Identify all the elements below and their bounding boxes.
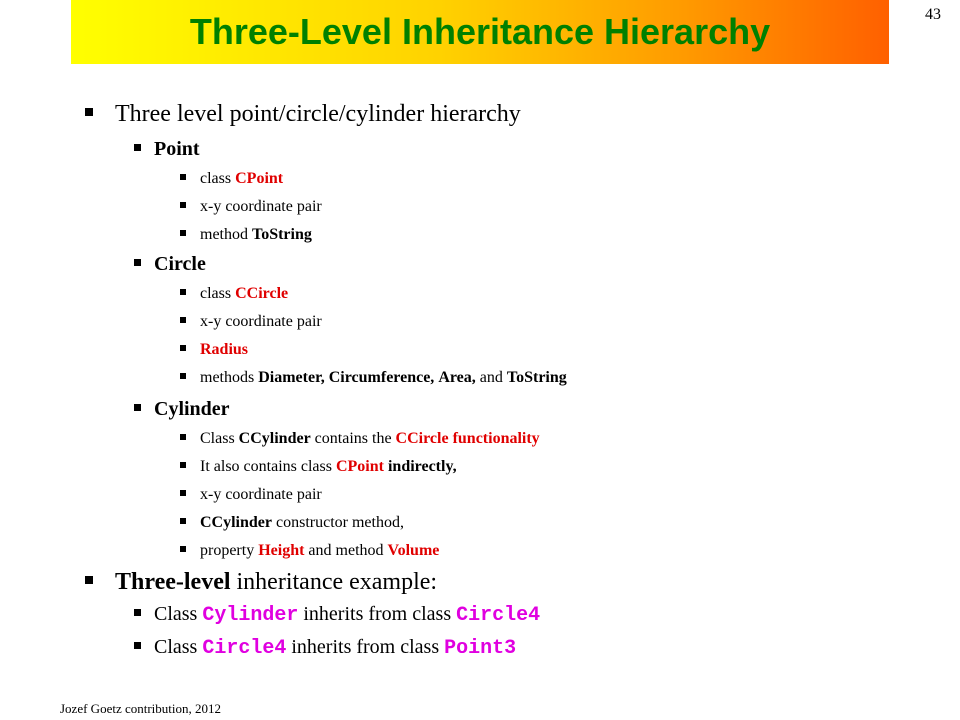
bullet-text: inherits from class [303, 603, 452, 625]
class-name: CCylinder [200, 514, 272, 531]
method-name: Diameter, [258, 369, 325, 386]
bullet-icon [134, 144, 141, 151]
bullet-text: methods [200, 369, 255, 386]
bullet-icon [180, 434, 186, 440]
bullet-text: Point [154, 138, 200, 160]
bullet-cylinder-class [180, 430, 540, 448]
method-name: Volume [387, 542, 440, 559]
bullet-icon [134, 609, 141, 616]
bullet-icon [180, 345, 186, 351]
bullet-icon [134, 404, 141, 411]
bullet-icon [134, 642, 141, 649]
bullet-text: Class [154, 603, 198, 625]
bullet-cylinder-xy [180, 486, 322, 504]
class-name: CCircle functionality [395, 430, 540, 447]
bullet-icon [180, 490, 186, 496]
bullet-circle-methods [180, 369, 567, 387]
bullet-example-circle [134, 636, 516, 660]
bullet-cylinder-indirect [180, 458, 457, 476]
class-name: Circle4 [202, 637, 287, 660]
bullet-circle-xy [180, 313, 322, 331]
bullet-cylinder-ctor [180, 514, 404, 532]
class-name: CCircle [235, 285, 289, 302]
class-name: Circle4 [456, 604, 541, 627]
bullet-icon [180, 462, 186, 468]
class-name: CCylinder [238, 430, 311, 447]
bullet-text: Radius [200, 341, 249, 358]
method-name: ToString [506, 369, 567, 386]
bullet-point-class [180, 170, 283, 188]
bullet-text: Class [154, 636, 198, 658]
bullet-text: x-y coordinate pair [200, 486, 322, 503]
bullet-text: contains the [314, 430, 392, 447]
bullet-text: property [200, 542, 255, 559]
bullet-icon [134, 259, 141, 266]
bullet-circle [134, 253, 206, 276]
bullet-cylinder-property [180, 542, 439, 560]
footer-credit: Jozef Goetz contribution, 2012 [60, 701, 222, 716]
bullet-circle-radius [180, 341, 248, 359]
bullet-text: x-y coordinate pair [200, 313, 322, 330]
bullet-text: Class [200, 430, 235, 447]
bullet-icon [180, 230, 186, 236]
method-name: Circumference, [328, 369, 435, 386]
bullet-icon [180, 518, 186, 524]
bullet-icon [180, 317, 186, 323]
bullet-point-xy [180, 198, 322, 216]
bullet-example [85, 569, 437, 596]
property-name: Height [258, 542, 305, 559]
bullet-text: x-y coordinate pair [200, 198, 322, 215]
page-number: 43 [925, 6, 941, 23]
bullet-text: and method [308, 542, 384, 559]
bullet-text: It also contains class [200, 458, 332, 475]
bullet-text: inherits from class [291, 636, 440, 658]
bullet-icon [180, 289, 186, 295]
bullet-icon [85, 108, 93, 116]
bullet-icon [180, 174, 186, 180]
bullet-circle-class [180, 285, 288, 303]
bullet-text: indirectly, [387, 458, 457, 475]
bullet-text: Three level point/circle/cylinder hierarchy [115, 101, 521, 127]
bullet-text: and [479, 369, 503, 386]
bullet-text: method [200, 226, 248, 243]
bullet-icon [180, 546, 186, 552]
bullet-text: Cylinder [154, 398, 230, 420]
bullet-point [134, 138, 200, 161]
bullet-icon [180, 373, 186, 379]
bullet-cylinder [134, 398, 230, 421]
bullet-point-method [180, 226, 312, 244]
class-name: Point3 [444, 637, 517, 660]
bullet-hierarchy [85, 101, 521, 128]
bullet-icon [85, 576, 93, 584]
bullet-text: Three-level [115, 569, 231, 595]
bullet-text: constructor method, [276, 514, 404, 531]
class-name: CPoint [335, 458, 384, 475]
bullet-text: class [200, 285, 232, 302]
bullet-text: Circle [154, 253, 206, 275]
method-name: ToString [252, 226, 312, 243]
bullet-example-cylinder [134, 603, 540, 627]
class-name: Cylinder [202, 604, 299, 627]
class-name: CPoint [235, 170, 284, 187]
bullet-text: inheritance example: [236, 569, 438, 595]
method-name: Area, [438, 369, 476, 386]
bullet-text: class [200, 170, 232, 187]
slide-title: Three-Level Inheritance Hierarchy [189, 11, 771, 52]
bullet-icon [180, 202, 186, 208]
